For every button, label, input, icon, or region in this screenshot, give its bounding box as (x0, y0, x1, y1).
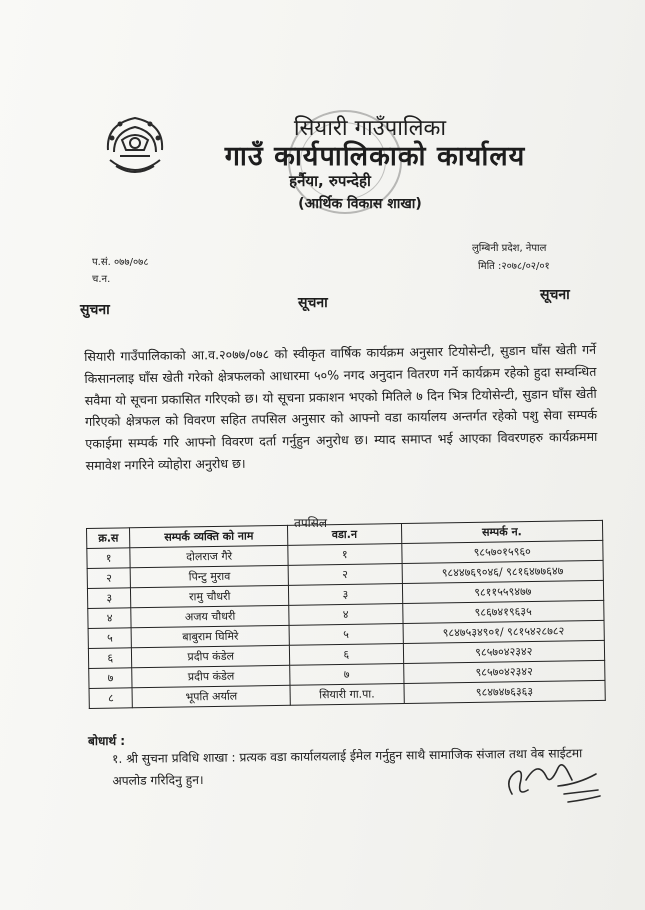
notice-title-center: सूचना (298, 295, 328, 311)
cell-serial: ४ (88, 608, 132, 629)
header-contact-number: सम्पर्क न. (401, 520, 603, 543)
cell-phone: ९८५७०४२३४२ (403, 660, 605, 683)
cell-serial: ८ (89, 688, 133, 709)
province-label: लुम्बिनी प्रदेश, नेपाल (472, 243, 547, 254)
table-caption: तपसिल (294, 516, 328, 530)
office-location: हर्नैया, रुपन्देही (289, 172, 371, 190)
cell-name: अजय चौधरी (131, 605, 289, 627)
header-serial: क्र.स (87, 528, 131, 549)
cc-note: १. श्री सुचना प्रविधि शाखा : प्रत्यक वडा कार्यालयलाई ईमेल गर्नुहुन साथै सामाजिक संजाल तथा वेब साईटमा अपलोड गरिदिनु हुन। (112, 746, 583, 788)
office-name: गाउँ कार्यपालिकाको कार्यालय (224, 141, 526, 172)
cell-ward: ७ (290, 664, 404, 686)
cc-label: बोधार्थ : (88, 734, 126, 748)
cell-ward: ३ (288, 584, 402, 606)
cell-serial: ३ (87, 588, 131, 609)
cell-name: बाबुराम घिमिरे (132, 625, 290, 647)
cell-serial: १ (87, 548, 131, 569)
issue-date: मिति :२०७८/०२/०१ (478, 261, 550, 272)
notice-body: सियारी गाउँपालिकाको आ.व.२०७७/०७८ को स्वीकृत वार्षिक कार्यक्रम अनुसार टियोसेन्टी, सुडान घाँस खेती गर्ने किसानलाइ घाँस खेती गरेको क्षेत्रफलको आधारमा ५०% नगद अनुदान वितरण गर्ने कार्यक्रम रहेको हुदा सम्वन्धित सवैमा यो सूचना प्रकासित गरिएको छ। यो सूचना प्रकाशन भएको मितिले ७ दिन भित्र टियोसेन्टी, सुडान घाँस खेती गरिएको क्षेत्रफल को विवरण सहित तपसिल अनुसार को आफ्नो वडा कार्यालय अन्तर्गत रहेको पशु सेवा सम्पर्क एकाईमा सम्पर्क गरि आफ्नो विवरण दर्ता गर्नुहुन अनुरोध छ। म्याद समाप्त भई आएका विवरणहरु कार्यक्रममा समावेश नगरिने व्योहोरा अनुरोध छ। (84, 341, 598, 473)
cell-ward: ६ (289, 644, 403, 666)
cell-ward: ५ (289, 624, 403, 646)
cell-phone: ९८५७०१५९६० (401, 540, 603, 563)
cell-name: पिन्टु मुराव (131, 565, 289, 587)
contact-table (86, 520, 606, 709)
cell-ward: ४ (289, 604, 403, 626)
cell-serial: ७ (89, 668, 133, 689)
header-contact-name: सम्पर्क व्यक्ति को नाम (130, 525, 288, 547)
cell-ward: १ (288, 544, 402, 566)
cell-name: प्रदीप कंडेल (132, 665, 290, 687)
cell-serial: ५ (88, 628, 132, 649)
dispatch-number: च.न. (92, 274, 111, 285)
notice-title-right: सूचना (540, 287, 570, 303)
cell-ward: २ (288, 564, 402, 586)
notice-title-left: सुचना (80, 302, 110, 318)
cell-name: दोलराज गैरे (130, 545, 288, 567)
cell-name: प्रदीप कंडेल (132, 645, 290, 667)
cell-serial: २ (87, 568, 131, 589)
header-ward: वडा.न (287, 524, 401, 546)
handwritten-signature (498, 750, 608, 820)
branch-name: (आर्थिक विकास शाखा) (298, 196, 422, 212)
cell-phone: ९८६७४१९६३५ (402, 600, 604, 623)
cell-phone: ९८४७४७६३६३ (404, 680, 606, 703)
nepal-emblem-icon (100, 110, 170, 182)
cell-name: रामु चौधरी (131, 585, 289, 607)
cell-serial: ६ (88, 648, 132, 669)
cell-phone: ९८४७५३४९०१/ ९८१५४२८७८२ (403, 620, 605, 643)
cell-name: भूपति अर्याल (132, 685, 290, 707)
cell-ward: सियारी गा.पा. (290, 684, 404, 706)
municipality-name: सियारी गाउँपालिका (293, 116, 447, 141)
cell-phone: ९८५७०४२३४२ (403, 640, 605, 663)
reference-number: प.सं. ०७७/०७८ (92, 257, 149, 268)
cell-phone: ९८११५५९४७७ (402, 580, 604, 603)
cell-phone: ९८४४७६९०४६/ ९८१६४७७६४७ (402, 560, 604, 583)
